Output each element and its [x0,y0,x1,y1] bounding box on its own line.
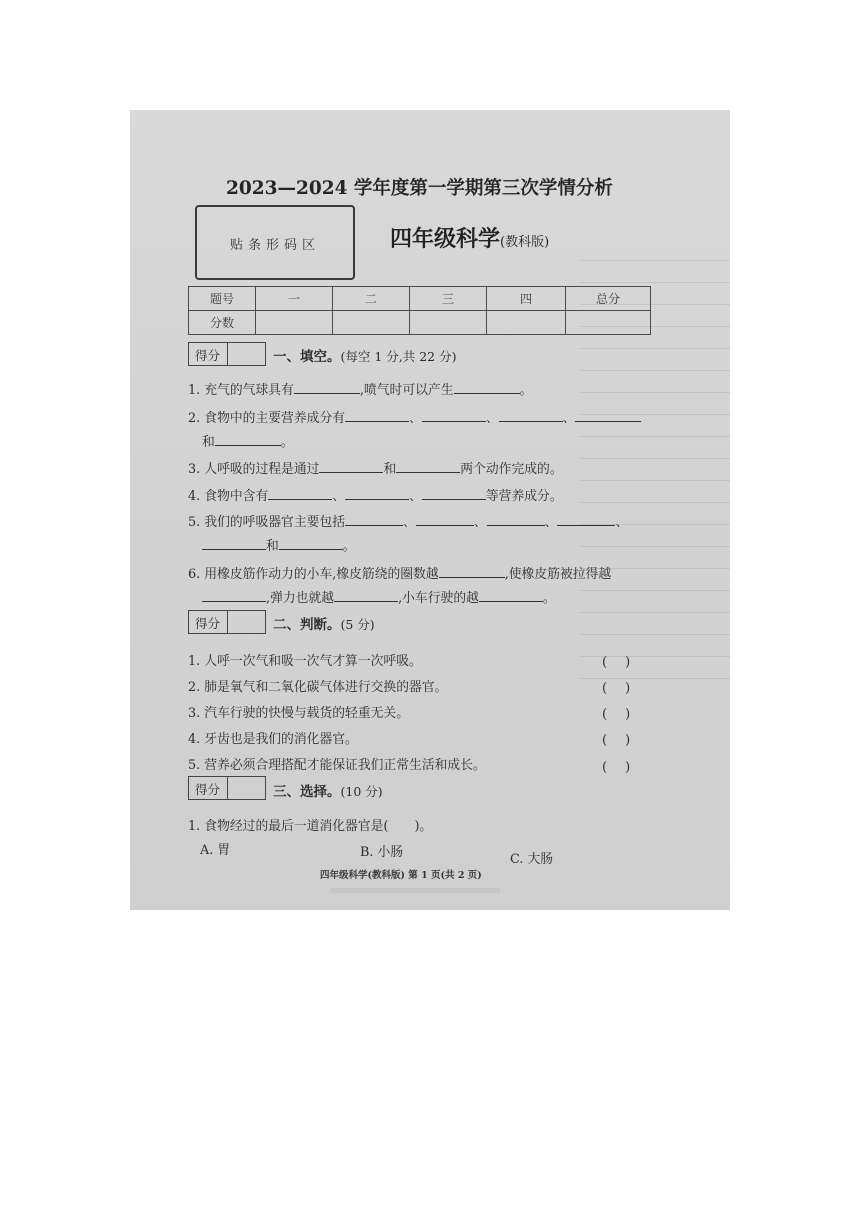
section3-note: (10 分) [340,784,383,799]
score-box-section3 [188,776,266,800]
page-footer: 四年级科学(教科版) 第 1 页(共 2 页) [320,870,482,881]
answer-blank[interactable] [422,485,486,500]
answer-blank[interactable] [422,407,486,422]
score-table-cell: 二 [333,287,410,311]
answer-blank[interactable] [416,511,474,526]
exam-title: 2023—2024 学年度第一学期第三次学情分析 [226,178,613,199]
answer-blank[interactable] [439,563,505,578]
answer-blank[interactable] [345,485,409,500]
question-text: 。 [519,383,533,398]
question-text: 和 [266,539,279,554]
fill-question-5 [188,511,628,530]
answer-paren[interactable]: () [602,655,649,670]
section3-heading: 三、选择。 [273,784,341,800]
question-text: 等营养成分。 [485,489,563,504]
separator: 、 [485,411,499,426]
score-entry-cell[interactable] [410,311,487,335]
fill-question-6 [188,563,611,582]
question-text: 3. 人呼吸的过程是通过 [188,462,320,477]
separator: 、 [615,515,629,530]
section1-heading: 一、填空。 [273,349,341,365]
judge-question-2: 2. 肺是氧气和二氧化碳气体进行交换的器官。 [188,680,448,695]
question-text: ,使橡皮筋被拉得越 [504,567,612,582]
option-a[interactable]: A. 胃 [200,843,231,858]
question-text: 1. 食物经过的最后一道消化器官是( [188,819,389,834]
judge-question-4: 4. 牙齿也是我们的消化器官。 [188,732,358,747]
answer-blank[interactable] [319,458,383,473]
section2-heading: 二、判断。 [273,617,341,633]
fill-question-5-cont [202,535,356,554]
score-table-cell: 总分 [566,287,651,311]
option-c[interactable]: C. 大肠 [510,852,554,867]
barcode-area-label: 贴条形码区 [229,238,320,253]
answer-blank[interactable] [202,587,266,602]
answer-paren[interactable]: () [602,760,649,775]
separator: 、 [409,411,422,426]
choice-question-1 [188,815,432,834]
exam-photo [130,110,730,910]
score-table-cell: 题号 [189,287,256,311]
question-text: 和 [383,462,397,477]
separator: 、 [409,489,422,504]
question-text: ,小车行驶的越 [398,591,479,606]
separator: 、 [562,411,576,426]
answer-blank[interactable] [575,407,641,422]
fill-question-3 [188,458,563,477]
barcode-area [195,205,355,280]
answer-blank[interactable] [499,407,563,422]
answer-blank[interactable] [294,379,360,394]
answer-blank[interactable] [268,485,332,500]
subject-name: 四年级科学 [390,226,501,252]
question-text: 4. 食物中含有 [188,489,269,504]
answer-blank[interactable] [334,587,398,602]
score-entry-cell[interactable] [566,311,651,335]
separator: 、 [403,515,416,530]
score-box-label: 得分 [195,348,221,363]
score-entry-cell[interactable] [487,311,566,335]
answer-blank[interactable] [487,511,545,526]
score-table [188,286,651,335]
section2-note: (5 分) [340,617,375,632]
question-text: 。 [342,539,356,554]
judge-question-5: 5. 营养必须合理搭配才能保证我们正常生活和成长。 [188,758,486,773]
question-text: ,弹力也就越 [266,591,335,606]
section3-title [273,780,383,800]
question-text: 6. 用橡皮筋作动力的小车,橡皮筋绕的圈数越 [188,567,439,582]
answer-blank[interactable] [345,407,409,422]
score-table-cell: 四 [487,287,566,311]
score-box-section1 [188,342,266,366]
answer-blank[interactable] [454,379,520,394]
score-table-score-row [189,311,651,335]
fill-question-4 [188,485,563,504]
subject-title [390,222,549,253]
section2-title [273,613,375,633]
answer-blank[interactable] [279,535,343,550]
answer-paren[interactable]: () [602,707,649,722]
answer-blank[interactable] [202,535,266,550]
fill-question-1 [188,379,532,398]
question-text: 。 [542,591,556,606]
question-text: 2. 食物中的主要营养成分有 [188,411,346,426]
answer-blank[interactable] [557,511,615,526]
score-box-label: 得分 [195,782,221,797]
answer-blank[interactable] [479,587,543,602]
question-text: 5. 我们的呼吸器官主要包括 [188,515,346,530]
answer-blank[interactable] [215,431,281,446]
question-text: 。 [280,435,294,450]
judge-question-1: 1. 人呼一次气和吸一次气才算一次呼吸。 [188,654,422,669]
score-table-cell: 一 [256,287,333,311]
separator: 、 [544,515,558,530]
separator: 、 [473,515,487,530]
question-text: ,喷气时可以产生 [359,383,454,398]
question-text: 1. 充气的气球具有 [188,383,294,398]
separator: 、 [332,489,346,504]
score-table-cell: 分数 [189,311,256,335]
score-box-label: 得分 [195,616,221,631]
answer-blank[interactable] [396,458,460,473]
edition-label: (教科版) [500,235,550,250]
option-b[interactable]: B. 小肠 [360,845,404,860]
answer-paren[interactable]: () [602,681,649,696]
section1-note: (每空 1 分,共 22 分) [340,349,457,364]
judge-question-3: 3. 汽车行驶的快慢与载货的轻重无关。 [188,706,410,721]
score-table-cell: 三 [410,287,487,311]
answer-blank[interactable] [345,511,403,526]
fill-question-6-cont [202,587,556,606]
score-box-section2 [188,610,266,634]
question-text: )。 [414,819,433,834]
answer-paren[interactable]: () [602,733,649,748]
fill-question-2 [188,407,641,426]
section1-title [273,345,456,365]
question-text: 和 [202,435,215,450]
footer-smudge [330,888,500,893]
fill-question-2-cont [202,431,294,450]
score-table-header-row [189,287,651,311]
score-entry-cell[interactable] [333,311,410,335]
score-entry-cell[interactable] [256,311,333,335]
question-text: 两个动作完成的。 [460,462,563,477]
